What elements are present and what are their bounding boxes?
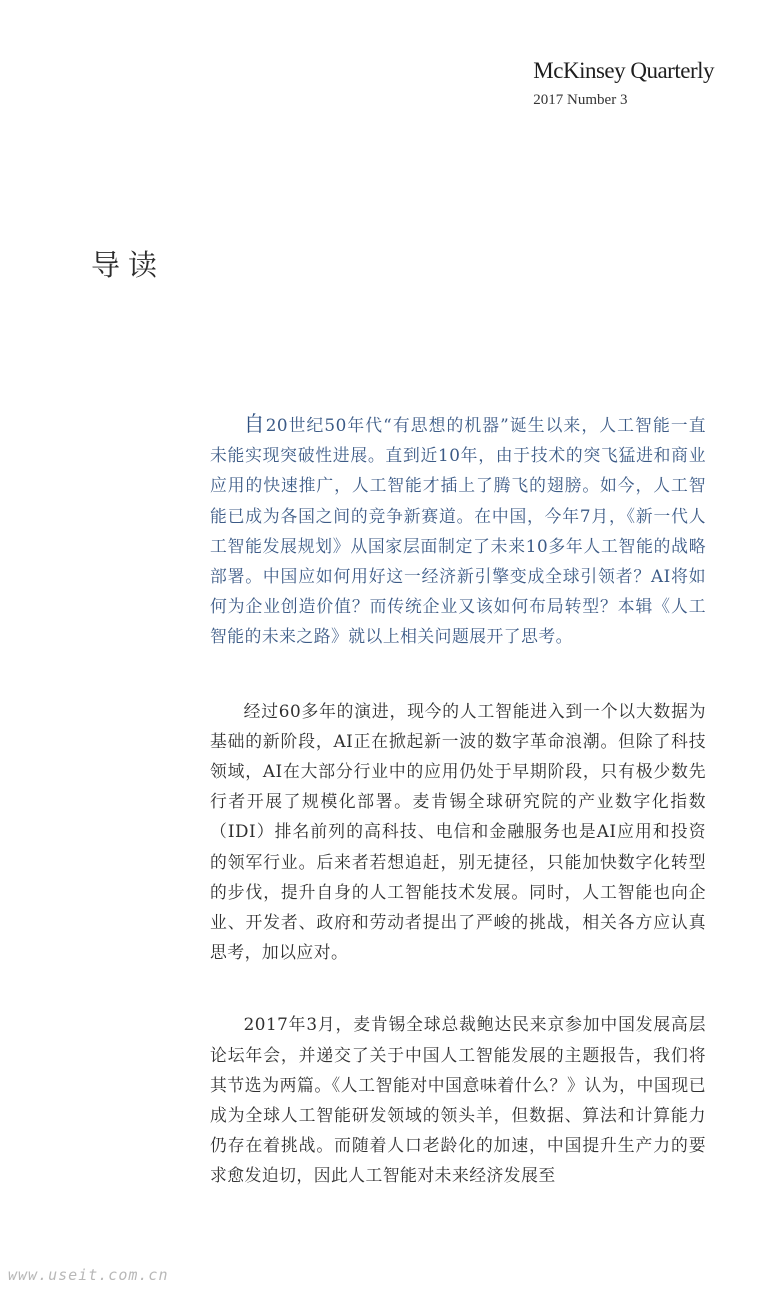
lead-first-character: 自: [243, 412, 266, 436]
site-watermark: www.useit.com.cn: [8, 1266, 169, 1284]
body-paragraph-3: 2017年3月，麦肯锡全球总裁鲍达民来京参加中国发展高层论坛年会，并递交了关于中国人工智能发展的主题报告，我们将其节选为两篇。《人工智能对中国意味着什么？》认为，中国现已成为全球人工智能研发领域的领头羊，但数据、算法和计算能力仍存在着挑战。而随着人口老龄化的加速，中国提升生产力的要求愈发迫切，因此人工智能对未来经济发展至: [210, 1014, 706, 1186]
issue-number: 2017 Number 3: [533, 92, 628, 108]
publication-brand: McKinsey Quarterly: [533, 58, 714, 83]
lead-paragraph: [210, 409, 706, 652]
body-paragraph-2: 经过60多年的演进，现今的人工智能进入到一个以大数据为基础的新阶段，AI正在掀起新一波的数字革命浪潮。但除了科技领域，AI在大部分行业中的应用仍处于早期阶段，只有极少数先行者开展了规模化部署。麦肯锡全球研究院的产业数字化指数（IDI）排名前列的高科技、电信和金融服务也是AI应用和投资的领军行业。后来者若想追赶，别无捷径，只能加快数字化转型的步伐，提升自身的人工智能技术发展。同时，人工智能也向企业、开发者、政府和劳动者提出了严峻的挑战，相关各方应认真思考，加以应对。: [210, 700, 706, 963]
lead-paragraph-text: 20世纪50年代“有思想的机器”诞生以来，人工智能一直未能实现突破性进展。直到近10年，由于技术的突飞猛进和商业应用的快速推广，人工智能才插上了腾飞的翅膀。如今，人工智能已成为各国之间的竞争新赛道。在中国，今年7月，《新一代人工智能发展规划》从国家层面制定了未来10多年人工智能的战略部署。中国应如何用好这一经济新引擎变成全球引领者？AI将如何为企业创造价值？而传统企业又该如何布局转型？本辑《人工智能的未来之路》就以上相关问题展开了思考。: [210, 415, 706, 647]
section-title: 导读: [91, 248, 166, 283]
article-body: [210, 409, 706, 1191]
masthead: [533, 58, 714, 109]
